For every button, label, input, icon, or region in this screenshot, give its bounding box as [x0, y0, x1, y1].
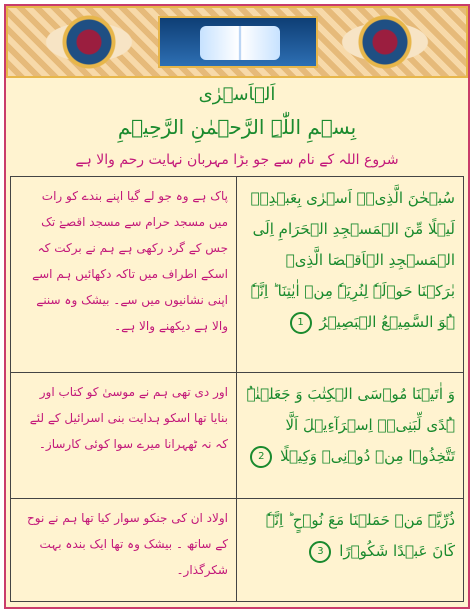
ayah-number-marker: 1 — [290, 312, 312, 334]
urdu-translation: اور دی تھی ہم نے موسیٰ کو کتاب اور بنایا تھا اسکو ہدایت بنی اسرائیل کے لئے کہ نہ ٹھہرانا میرے سوا کوئی کارساز۔ — [11, 373, 237, 498]
open-book-icon — [200, 26, 280, 60]
surah-title: اَلۡاَسۡرٰی — [198, 84, 276, 105]
quran-book-image — [158, 16, 318, 68]
ornament-right-icon — [310, 8, 460, 76]
verse-table — [10, 176, 464, 602]
verse-row — [11, 177, 463, 373]
arabic-verse — [237, 499, 463, 601]
arabic-verse — [237, 177, 463, 372]
urdu-translation: پاک ہے وہ جو لے گیا اپنے بندے کو رات میں مسجد حرام سے مسجد اقصےٰ تک جس کے گرد رکھی ہے ہم نے برکت کہ اسکے اطراف میں تاکہ دکھائیں ہم اسے اپنی نشانیوں میں سے۔ بیشک وہ سننے والا ہے دیکھنے والا ہے۔ — [11, 177, 237, 372]
verse-row — [11, 373, 463, 499]
arabic-verse — [237, 373, 463, 498]
bismillah: بِسۡمِ اللّٰہِ الرَّحۡمٰنِ الرَّحِیۡمِ — [117, 115, 357, 139]
verse-row — [11, 499, 463, 601]
ornament-left-icon — [14, 8, 164, 76]
ayah-number-marker: 2 — [250, 446, 272, 468]
ayah-number-marker: 3 — [309, 541, 331, 563]
arabic-text: سُبۡحٰنَ الَّذِیۡۤ اَسۡرٰی بِعَبۡدِہٖ لَیۡلًا مِّنَ الۡمَسۡجِدِ الۡحَرَامِ اِلَی الۡمَسۡجِدِ الۡاَقۡصَا الَّذِیۡ بٰرَکۡنَا حَوۡلَہٗ لِنُرِیَہٗ مِنۡ اٰیٰتِنَا ؕ اِنَّہٗ ہُوَ السَّمِیۡعُ الۡبَصِیۡرُ — [250, 189, 455, 331]
arabic-text: ذُرِّیَّۃَ مَنۡ حَمَلۡنَا مَعَ نُوۡحٍ ؕ اِنَّہٗ کَانَ عَبۡدًا شَکُوۡرًا — [265, 511, 455, 560]
arabic-text: وَ اٰتَیۡنَا مُوۡسَی الۡکِتٰبَ وَ جَعَلۡنٰہُ ہُدًی لِّبَنِیۡۤ اِسۡرَآءِیۡلَ اَلَّا تَتَّخِذُوۡا مِنۡ دُوۡنِیۡ وَکِیۡلًا — [246, 385, 455, 465]
urdu-translation: اولاد ان کی جنکو سوار کیا تھا ہم نے نوح کے ساتھ ۔ بیشک وہ تھا ایک بندہ بہت شکرگذار۔ — [11, 499, 237, 601]
bismillah-translation: شروع اللہ کے نام سے جو بڑا مہربان نہایت رحم والا ہے — [75, 152, 399, 168]
decorative-banner — [6, 6, 468, 78]
